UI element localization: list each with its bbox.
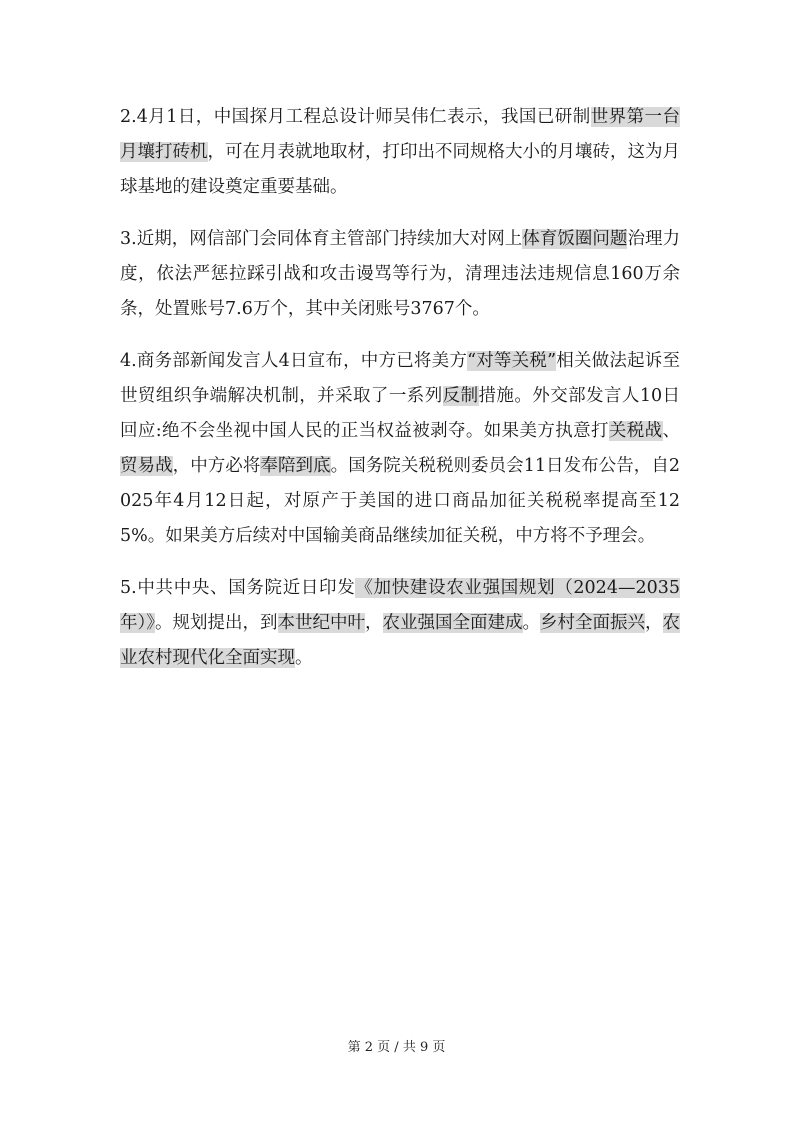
highlighted-term: 贸易战 bbox=[120, 456, 173, 476]
text-segment: ， bbox=[645, 613, 663, 633]
document-body bbox=[120, 100, 680, 693]
text-segment: 。 bbox=[522, 613, 540, 633]
text-segment: 治理力度，依法严惩拉踩引战和攻击谩骂等行为，清理违法违规信息160万余条，处置账号7.6万个，其中关闭账号3767个。 bbox=[120, 229, 681, 319]
paragraph-item-2 bbox=[120, 100, 680, 205]
text-segment: 4.商务部新闻发言人4日宣布，中方已将美方 bbox=[120, 351, 468, 371]
highlighted-term: 奉陪到底 bbox=[260, 456, 331, 476]
highlighted-term: “对等关税” bbox=[467, 351, 557, 371]
highlighted-term: 关税战 bbox=[608, 421, 663, 441]
highlighted-term: 世界第一台月壤打砖机 bbox=[120, 107, 681, 162]
text-segment: 2.4月1日，中国探月工程总设计师吴伟仁表示，我国已研制 bbox=[120, 107, 591, 127]
text-segment: ， bbox=[365, 613, 383, 633]
highlighted-term: 农业农村现代化全面实现 bbox=[120, 613, 680, 668]
text-segment: 。国务院关税税则委员会11日发布公告，自2025年4月12日起，对原产于美国的进口商品加征关税税率提高至125%。如果美方后续对中国输美商品继续加征关税，中方将不予理会。 bbox=[120, 456, 681, 546]
paragraph-item-4 bbox=[120, 344, 680, 554]
text-segment: 5.中共中央、国务院近日印发 bbox=[120, 578, 356, 598]
highlighted-term: 农业强国全面建成 bbox=[382, 613, 523, 633]
text-segment: 、 bbox=[662, 421, 680, 441]
page-number-footer: 第 2 页 / 共 9 页 bbox=[347, 1040, 446, 1055]
text-segment: 相关做法起诉至世贸组织争端解决机制，并采取了一系列 bbox=[120, 351, 680, 406]
text-segment: 。规划提出，到 bbox=[155, 613, 278, 633]
highlighted-term: 反制 bbox=[442, 386, 479, 406]
text-segment: 3.近期，网信部门会同体育主管部门持续加大对网上 bbox=[120, 229, 523, 249]
highlighted-term: 体育饭圈问题 bbox=[522, 229, 628, 249]
paragraph-item-3 bbox=[120, 222, 680, 327]
text-segment: 。 bbox=[295, 648, 313, 668]
text-segment: 措施。外交部发言人10日回应:绝不会坐视中国人民的正当权益被剥夺。如果美方执意打 bbox=[120, 386, 681, 441]
highlighted-term: 乡村全面振兴 bbox=[540, 613, 645, 633]
text-segment: ，中方必将 bbox=[172, 456, 261, 476]
text-segment: ，可在月表就地取材，打印出不同规格大小的月壤砖，这为月球基地的建设奠定重要基础。 bbox=[120, 142, 680, 197]
highlighted-term: 本世纪中叶 bbox=[277, 613, 365, 633]
highlighted-term: 《加快建设农业强国规划（2024—2035年）》 bbox=[120, 578, 680, 633]
paragraph-item-5 bbox=[120, 571, 680, 676]
